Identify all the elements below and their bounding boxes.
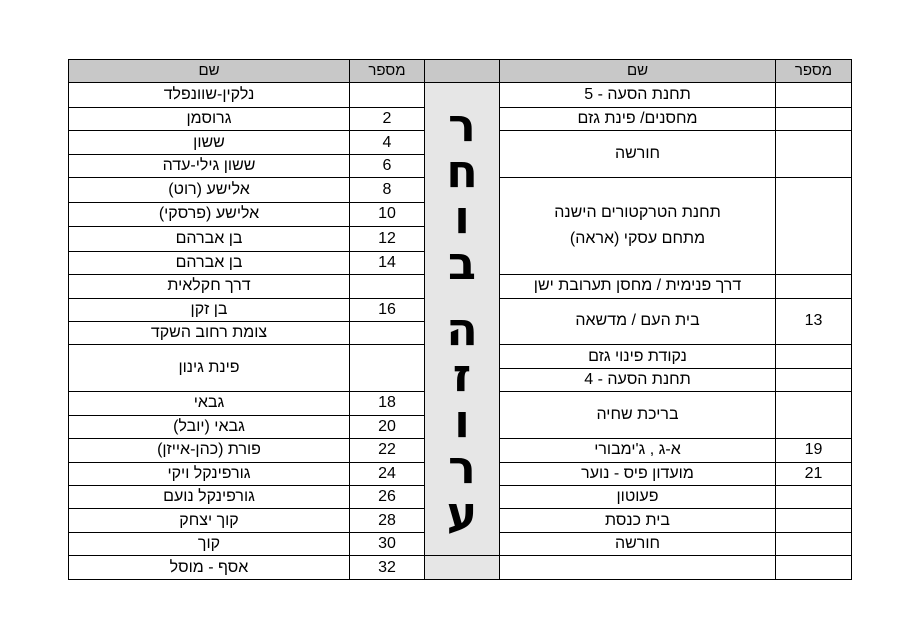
left-number: 28 — [350, 509, 425, 532]
right-name: חורשה — [500, 532, 776, 555]
left-number: 16 — [350, 298, 425, 321]
left-number — [350, 345, 425, 392]
right-number — [776, 178, 852, 275]
table-row — [69, 556, 852, 580]
right-name: תחנת הסעה - 4 — [500, 368, 776, 391]
right-number: 13 — [776, 298, 852, 345]
left-name: ששון — [69, 131, 350, 154]
right-name-line1: תחנת הטרקטורים הישנה — [554, 204, 721, 222]
street-letter: ו — [454, 394, 470, 449]
right-number: 19 — [776, 439, 852, 462]
header-left-name: שם — [69, 60, 350, 83]
left-number: 20 — [350, 415, 425, 438]
street-letter: ה — [446, 302, 478, 357]
left-name: בן אברהם — [69, 227, 350, 251]
left-name: גבאי (יובל) — [69, 415, 350, 438]
right-name: נקודת פינוי גזם — [500, 345, 776, 368]
left-number: 26 — [350, 486, 425, 509]
header-middle — [425, 60, 500, 83]
right-name: בית העם / מדשאה — [500, 298, 776, 345]
right-number — [776, 392, 852, 439]
right-name — [500, 556, 776, 580]
right-number — [776, 556, 852, 580]
street-letter: ח — [446, 144, 478, 199]
right-number — [776, 532, 852, 555]
left-name: פורת (כהן-אייזן) — [69, 439, 350, 462]
left-name: קוך — [69, 532, 350, 555]
street-name-vertical — [425, 83, 499, 555]
left-number: 18 — [350, 392, 425, 415]
right-name-multiline — [500, 178, 776, 275]
header-left-number: מספר — [350, 60, 425, 83]
street-letter: ז — [452, 348, 472, 403]
left-name: גורפינקל ויקי — [69, 462, 350, 485]
left-number: 24 — [350, 462, 425, 485]
right-number — [776, 275, 852, 298]
left-number: 10 — [350, 202, 425, 226]
left-number: 2 — [350, 107, 425, 130]
right-name: בית כנסת — [500, 509, 776, 532]
right-number — [776, 107, 852, 130]
right-name: א-ג , ג'ימבורי — [500, 439, 776, 462]
right-name: בריכת שחיה — [500, 392, 776, 439]
right-name-line2: מתחם עסקי (אראה) — [569, 230, 706, 248]
left-name: גרוסמן — [69, 107, 350, 130]
left-name: בן זקן — [69, 298, 350, 321]
left-name: קוך יצחק — [69, 509, 350, 532]
header-row — [69, 60, 852, 83]
street-letter: ו — [454, 190, 470, 245]
left-number — [350, 275, 425, 298]
left-number: 14 — [350, 251, 425, 274]
left-name: פינת גינון — [69, 345, 350, 392]
right-number — [776, 486, 852, 509]
left-number — [350, 83, 425, 107]
left-name: גורפינקל נועם — [69, 486, 350, 509]
left-number: 22 — [350, 439, 425, 462]
right-number — [776, 368, 852, 391]
right-name: חורשה — [500, 131, 776, 178]
street-letter: ר — [448, 440, 476, 495]
street-letter: ב — [447, 236, 477, 291]
left-number — [350, 321, 425, 344]
left-name: אלישע (רוט) — [69, 178, 350, 202]
table-row — [69, 83, 852, 107]
left-name: צומת רחוב השקד — [69, 321, 350, 344]
street-name-column-end — [425, 556, 500, 580]
left-number: 12 — [350, 227, 425, 251]
left-number: 6 — [350, 154, 425, 177]
right-number — [776, 83, 852, 107]
left-name: נלקין-שוונפלד — [69, 83, 350, 107]
right-name: תחנת הסעה - 5 — [500, 83, 776, 107]
left-name: אלישע (פרסקי) — [69, 202, 350, 226]
left-name: ששון גילי-עדה — [69, 154, 350, 177]
right-number — [776, 345, 852, 368]
right-name: פעוטון — [500, 486, 776, 509]
right-number: 21 — [776, 462, 852, 485]
left-name: גבאי — [69, 392, 350, 415]
right-number — [776, 131, 852, 178]
right-name: מועדון פיס - נוער — [500, 462, 776, 485]
street-name-column — [425, 83, 500, 556]
header-right-name: שם — [500, 60, 776, 83]
right-name: מחסנים/ פינת גזם — [500, 107, 776, 130]
right-number — [776, 509, 852, 532]
street-letter: ע — [446, 486, 478, 541]
street-residents-table — [68, 59, 852, 580]
left-number: 4 — [350, 131, 425, 154]
left-number: 8 — [350, 178, 425, 202]
left-name: דרך חקלאית — [69, 275, 350, 298]
left-name: בן אברהם — [69, 251, 350, 274]
left-name: אסף - מוסל — [69, 556, 350, 580]
street-letter: ר — [448, 98, 476, 153]
left-number: 30 — [350, 532, 425, 555]
header-right-number: מספר — [776, 60, 852, 83]
right-name: דרך פנימית / מחסן תערובת ישן — [500, 275, 776, 298]
left-number: 32 — [350, 556, 425, 580]
